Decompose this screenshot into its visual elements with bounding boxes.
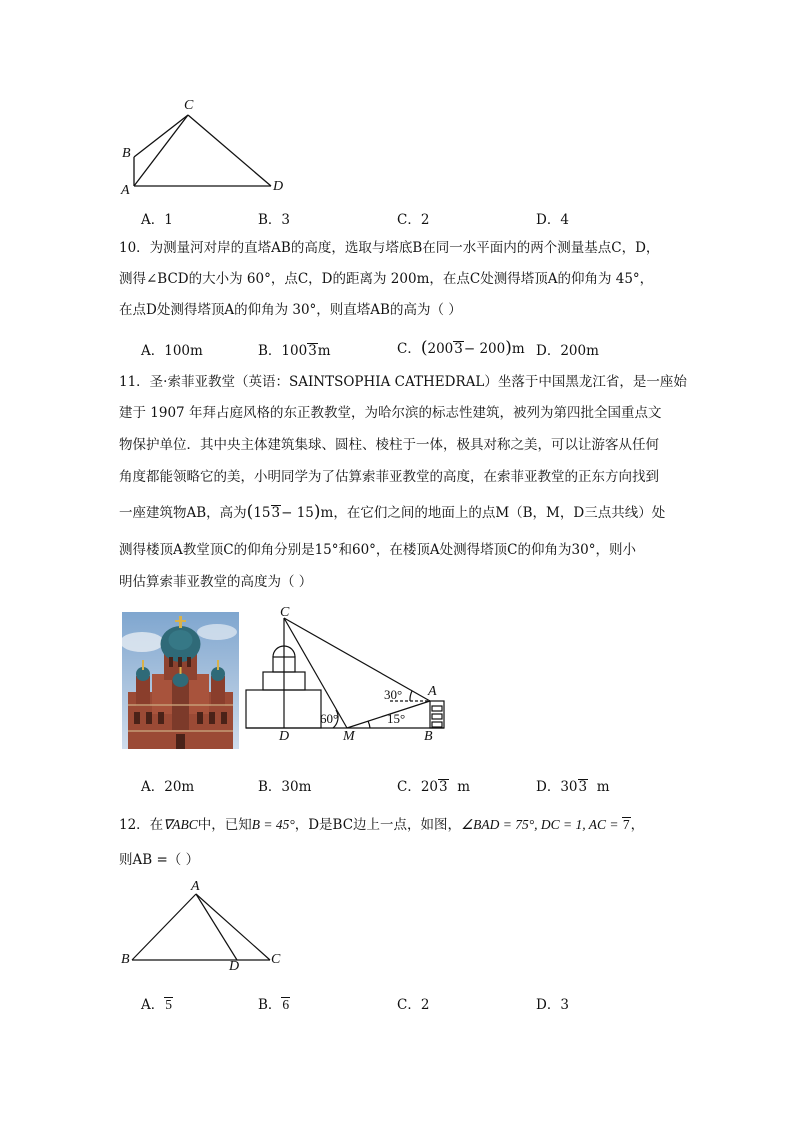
q10-option-c-b: − 200 — [463, 341, 506, 357]
q11-angle-30: 30° — [384, 687, 403, 702]
q9-option-d[interactable]: D．4 — [536, 212, 569, 228]
label-D: D — [273, 179, 284, 194]
q11-label-M: M — [343, 729, 355, 744]
q12-line-1-pre: 12．在 — [119, 817, 164, 833]
q12-option-a-radical: 5 — [165, 997, 172, 1012]
q10-option-b-unit: m — [317, 343, 331, 359]
q11-line-3: 物保护单位．其中央主体建筑集球、圆柱、棱柱于一体，极具对称之美，可以让游客从任何 — [119, 437, 659, 453]
q10-option-a[interactable]: A．100m — [141, 343, 203, 359]
q12-line-1 — [119, 815, 644, 835]
label-C: C — [184, 98, 194, 113]
q11-angle-15: 15° — [387, 711, 406, 726]
q12-line-1-end: ， — [630, 817, 645, 833]
q12-line-1-radical: 7 — [622, 817, 630, 832]
q10-option-b-radical: 3 — [308, 343, 317, 359]
q10-option-c-a: 200 — [427, 341, 454, 357]
q11-label-C: C — [280, 605, 290, 620]
q11-line-5-b: − 15 — [281, 505, 314, 521]
q10-option-c-radical: 3 — [454, 341, 463, 357]
q12-option-c[interactable]: C．2 — [397, 997, 430, 1013]
q10-option-c-text: C． — [397, 341, 421, 357]
q12-option-b-text: B． — [258, 997, 282, 1013]
triangle-figure-q12 — [120, 880, 290, 975]
q11-line-2: 建于 1907 年拜占庭风格的东正教教堂，为哈尔滨的标志性建筑，被列为第四批全国重点文 — [119, 405, 662, 421]
q11-label-A: A — [428, 684, 437, 699]
q11-line-5: 一座建筑物AB，高为(153− 15)m，在它们之间的地面上的点M（B，M，D三点共线）处 — [119, 502, 666, 522]
q12-line-1-condition: ∠BAD = 75°, DC = 1, AC = — [461, 817, 622, 832]
q12-line-1-angle-b: B = 45° — [251, 817, 295, 832]
q10-option-c[interactable]: C．(2003− 200)m — [397, 338, 525, 358]
q12-label-D: D — [229, 959, 240, 974]
q10-line-3: 在点D处测得塔顶A的仰角为 30°，则直塔AB的高为（ ） — [119, 302, 462, 318]
q11-option-c-radical: 3 — [439, 779, 448, 795]
q11-option-d-text: D．30 — [536, 779, 578, 795]
q12-option-b-radical: 6 — [282, 997, 290, 1012]
q11-option-d-radical: 3 — [578, 779, 588, 795]
q12-line-2: 则AB =（ ） — [119, 852, 200, 868]
label-B: B — [122, 146, 131, 161]
q11-option-c-unit: m — [448, 779, 470, 795]
q11-option-c-text: C．20 — [397, 779, 439, 795]
q10-option-b[interactable] — [258, 339, 331, 359]
q11-line-4: 角度都能领略它的美，小明同学为了估算索菲亚教堂的高度，在索菲亚教堂的正东方向找到 — [119, 469, 659, 485]
label-A: A — [121, 183, 130, 198]
q11-line-6: 测得楼顶A教堂顶C的仰角分别是15°和60°，在楼顶A处测得塔顶C的仰角为30°，则小 — [119, 542, 636, 558]
q12-line-1-d: ，D是BC边上一点，如图， — [294, 817, 462, 833]
q12-option-b[interactable] — [258, 993, 290, 1013]
q9-option-a[interactable]: A．1 — [141, 212, 173, 228]
q10-line-2: 测得∠BCD的大小为 60°，点C，D的距离为 200m，在点C处测得塔顶A的仰角为 45°， — [119, 271, 654, 287]
q12-label-A: A — [191, 879, 200, 894]
q11-label-B: B — [424, 729, 433, 744]
q11-option-d[interactable] — [536, 775, 610, 795]
cathedral-photo — [122, 612, 239, 749]
q12-option-a-text: A． — [141, 997, 165, 1013]
q10-option-d[interactable]: D．200m — [536, 343, 599, 359]
q12-label-C: C — [271, 952, 281, 967]
q12-option-d[interactable]: D．3 — [536, 997, 569, 1013]
q12-label-B: B — [121, 952, 130, 967]
q10-option-c-unit: m — [511, 341, 525, 357]
q11-line-5-post: m，在它们之间的地面上的点M（B，M，D三点共线）处 — [320, 505, 666, 521]
q11-line-5-a: 15 — [253, 505, 271, 521]
q9-option-c[interactable]: C．2 — [397, 212, 430, 228]
q9-option-b[interactable]: B．3 — [258, 212, 291, 228]
q11-label-D: D — [279, 729, 290, 744]
q12-line-1-mid: 中，已知 — [197, 817, 252, 833]
q11-option-b[interactable]: B．30m — [258, 779, 312, 795]
q11-option-c[interactable] — [397, 775, 470, 795]
q11-line-7: 明估算索菲亚教堂的高度为（ ） — [119, 574, 313, 590]
q11-angle-60: 60° — [320, 711, 339, 726]
q12-option-a[interactable] — [141, 993, 173, 1013]
q11-line-5-pre: 一座建筑物AB，高为 — [119, 505, 247, 521]
q10-option-b-text: B．100 — [258, 343, 308, 359]
q11-line-5-radical: 3 — [271, 505, 281, 521]
q10-line-1: 10．为测量河对岸的直塔AB的高度，选取与塔底B在同一水平面内的两个测量基点C，D， — [119, 240, 660, 256]
q11-option-d-unit: m — [588, 779, 610, 795]
q12-line-1-triangle: ∇ABC — [163, 817, 198, 832]
q11-line-1: 11．圣·索菲亚教堂（英语：SAINTSOPHIA CATHEDRAL）坐落于中国黑龙江省，是一座始 — [119, 374, 687, 390]
q11-option-a[interactable]: A．20m — [141, 779, 195, 795]
